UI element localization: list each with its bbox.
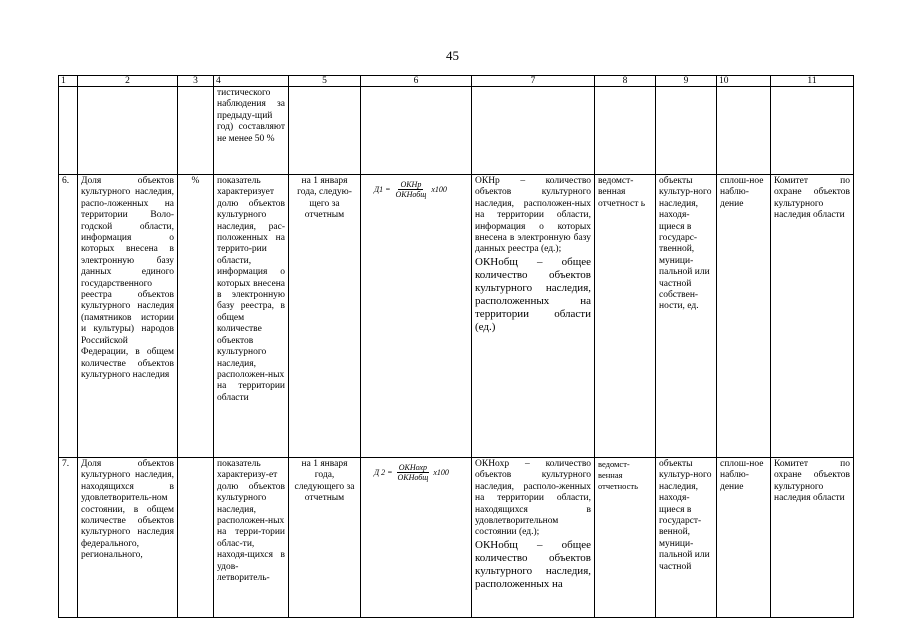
formula-cell [361, 175, 472, 458]
header-cell: 2 [78, 76, 178, 87]
indicator-name: Доля объектов культурного наследия, распо-ложенных на территории Воло-годской области, информация о которых внесена в электронную базу данных единого государственного реестра объектов культурного наследия (памятников истории и культуры) народов Российской Федерации, в общем количестве объектов культурного наследия [78, 175, 178, 458]
object-cell: объекты культур-ного наследия, находя-щиеся в государст-венной, муници-пальной или частной [656, 458, 717, 618]
indicator-name: Доля объектов культурного наследия, находящихся в удовлетворитель-ном состоянии, в общем количестве объектов культурного наследия федерального, регионального, [78, 458, 178, 618]
formula-numerator: ОКНохр [398, 463, 428, 472]
header-cell: 5 [289, 76, 361, 87]
formula-cell [361, 458, 472, 618]
source-cell: ведомст-венная отчетност ь [595, 175, 656, 458]
table-cell [178, 87, 214, 175]
responsible-cell: Комитет по охране объектов культурного наследия области [771, 175, 854, 458]
variables-cell [472, 458, 595, 618]
header-cell: 3 [178, 76, 214, 87]
row-number: 7. [59, 458, 78, 618]
table-row [59, 175, 854, 458]
indicator-table [58, 75, 854, 618]
variable-description: ОКНобщ – общее количество объектов культурного наследия, расположенных на [475, 538, 591, 590]
unit-cell: % [178, 175, 214, 458]
table-cell [717, 87, 771, 175]
formula-multiplier: x100 [433, 467, 449, 477]
definition-cell: тистического наблюдения за предыду-щий год) составляют не менее 50 % [214, 87, 289, 175]
method-cell: сплош-ное наблю-дение [717, 175, 771, 458]
formula-denominator: ОКНобщ [395, 190, 427, 199]
formula [374, 463, 468, 482]
variable-description: ОКНр – количество объектов культурного наследия, расположен-ных на территории области, информация о которых внесена в электронную базу данных реестра (ед.); [475, 176, 591, 255]
header-cell: 7 [472, 76, 595, 87]
method-cell: сплош-ное наблю-дение [717, 458, 771, 618]
definition-cell: показатель характеризует долю объектов культурного наследия, рас-положенных на террито-рии области, информация о которых внесена в электронную базу реестра, в общем количестве объектов культурного наследия, расположен-ных на территории области [214, 175, 289, 458]
formula-multiplier: x100 [431, 184, 447, 194]
row-number: 6. [59, 175, 78, 458]
responsible-cell: Комитет по охране объектов культурного наследия области [771, 458, 854, 618]
header-cell: 9 [656, 76, 717, 87]
table-cell [771, 87, 854, 175]
formula-fraction [396, 463, 431, 482]
table-cell [289, 87, 361, 175]
table-cell [78, 87, 178, 175]
formula [374, 180, 468, 199]
formula-fraction [394, 180, 429, 199]
formula-lhs: Д1 = [374, 184, 391, 194]
table-cell [472, 87, 595, 175]
variable-description: ОКНохр – количество объектов культурного наследия, располо-женных на территории области, находящихся в удовлетворительном состоянии (ед.); [475, 459, 591, 538]
object-cell: объекты культур-ного наследия, находя-щиеся в государс-твенной, муници-пальной или частной собствен-ности, ед. [656, 175, 717, 458]
variables-cell [472, 175, 595, 458]
header-cell: 8 [595, 76, 656, 87]
table-cell [595, 87, 656, 175]
header-cell: 1 [59, 76, 78, 87]
column-number-row [59, 76, 854, 87]
table-cell [656, 87, 717, 175]
header-cell: 10 [717, 76, 771, 87]
definition-cell: показатель характеризу-ет долю объектов культурного наследия, расположен-ных на терри-тории облас-ти, находя-щихся в удов-летворитель- [214, 458, 289, 618]
formula-lhs: Д 2 = [374, 467, 393, 477]
page-number: 45 [446, 48, 459, 63]
table-row [59, 458, 854, 618]
formula-denominator: ОКНобщ [397, 473, 429, 482]
formula-numerator: ОКНр [400, 180, 422, 189]
header-cell: 11 [771, 76, 854, 87]
continuation-row [59, 87, 854, 175]
header-cell: 4 [214, 76, 289, 87]
table-cell [361, 87, 472, 175]
variable-description: ОКНобщ – общее количество объектов культурного наследия, расположенных на территории области (ед.) [475, 255, 591, 333]
source-cell: ведомст-венная отчетность [595, 458, 656, 618]
date-cell: на 1 января года, следую-щего за отчетным [289, 175, 361, 458]
date-cell: на 1 января года, следующего за отчетным [289, 458, 361, 618]
unit-cell [178, 458, 214, 618]
header-cell: 6 [361, 76, 472, 87]
table-cell [59, 87, 78, 175]
